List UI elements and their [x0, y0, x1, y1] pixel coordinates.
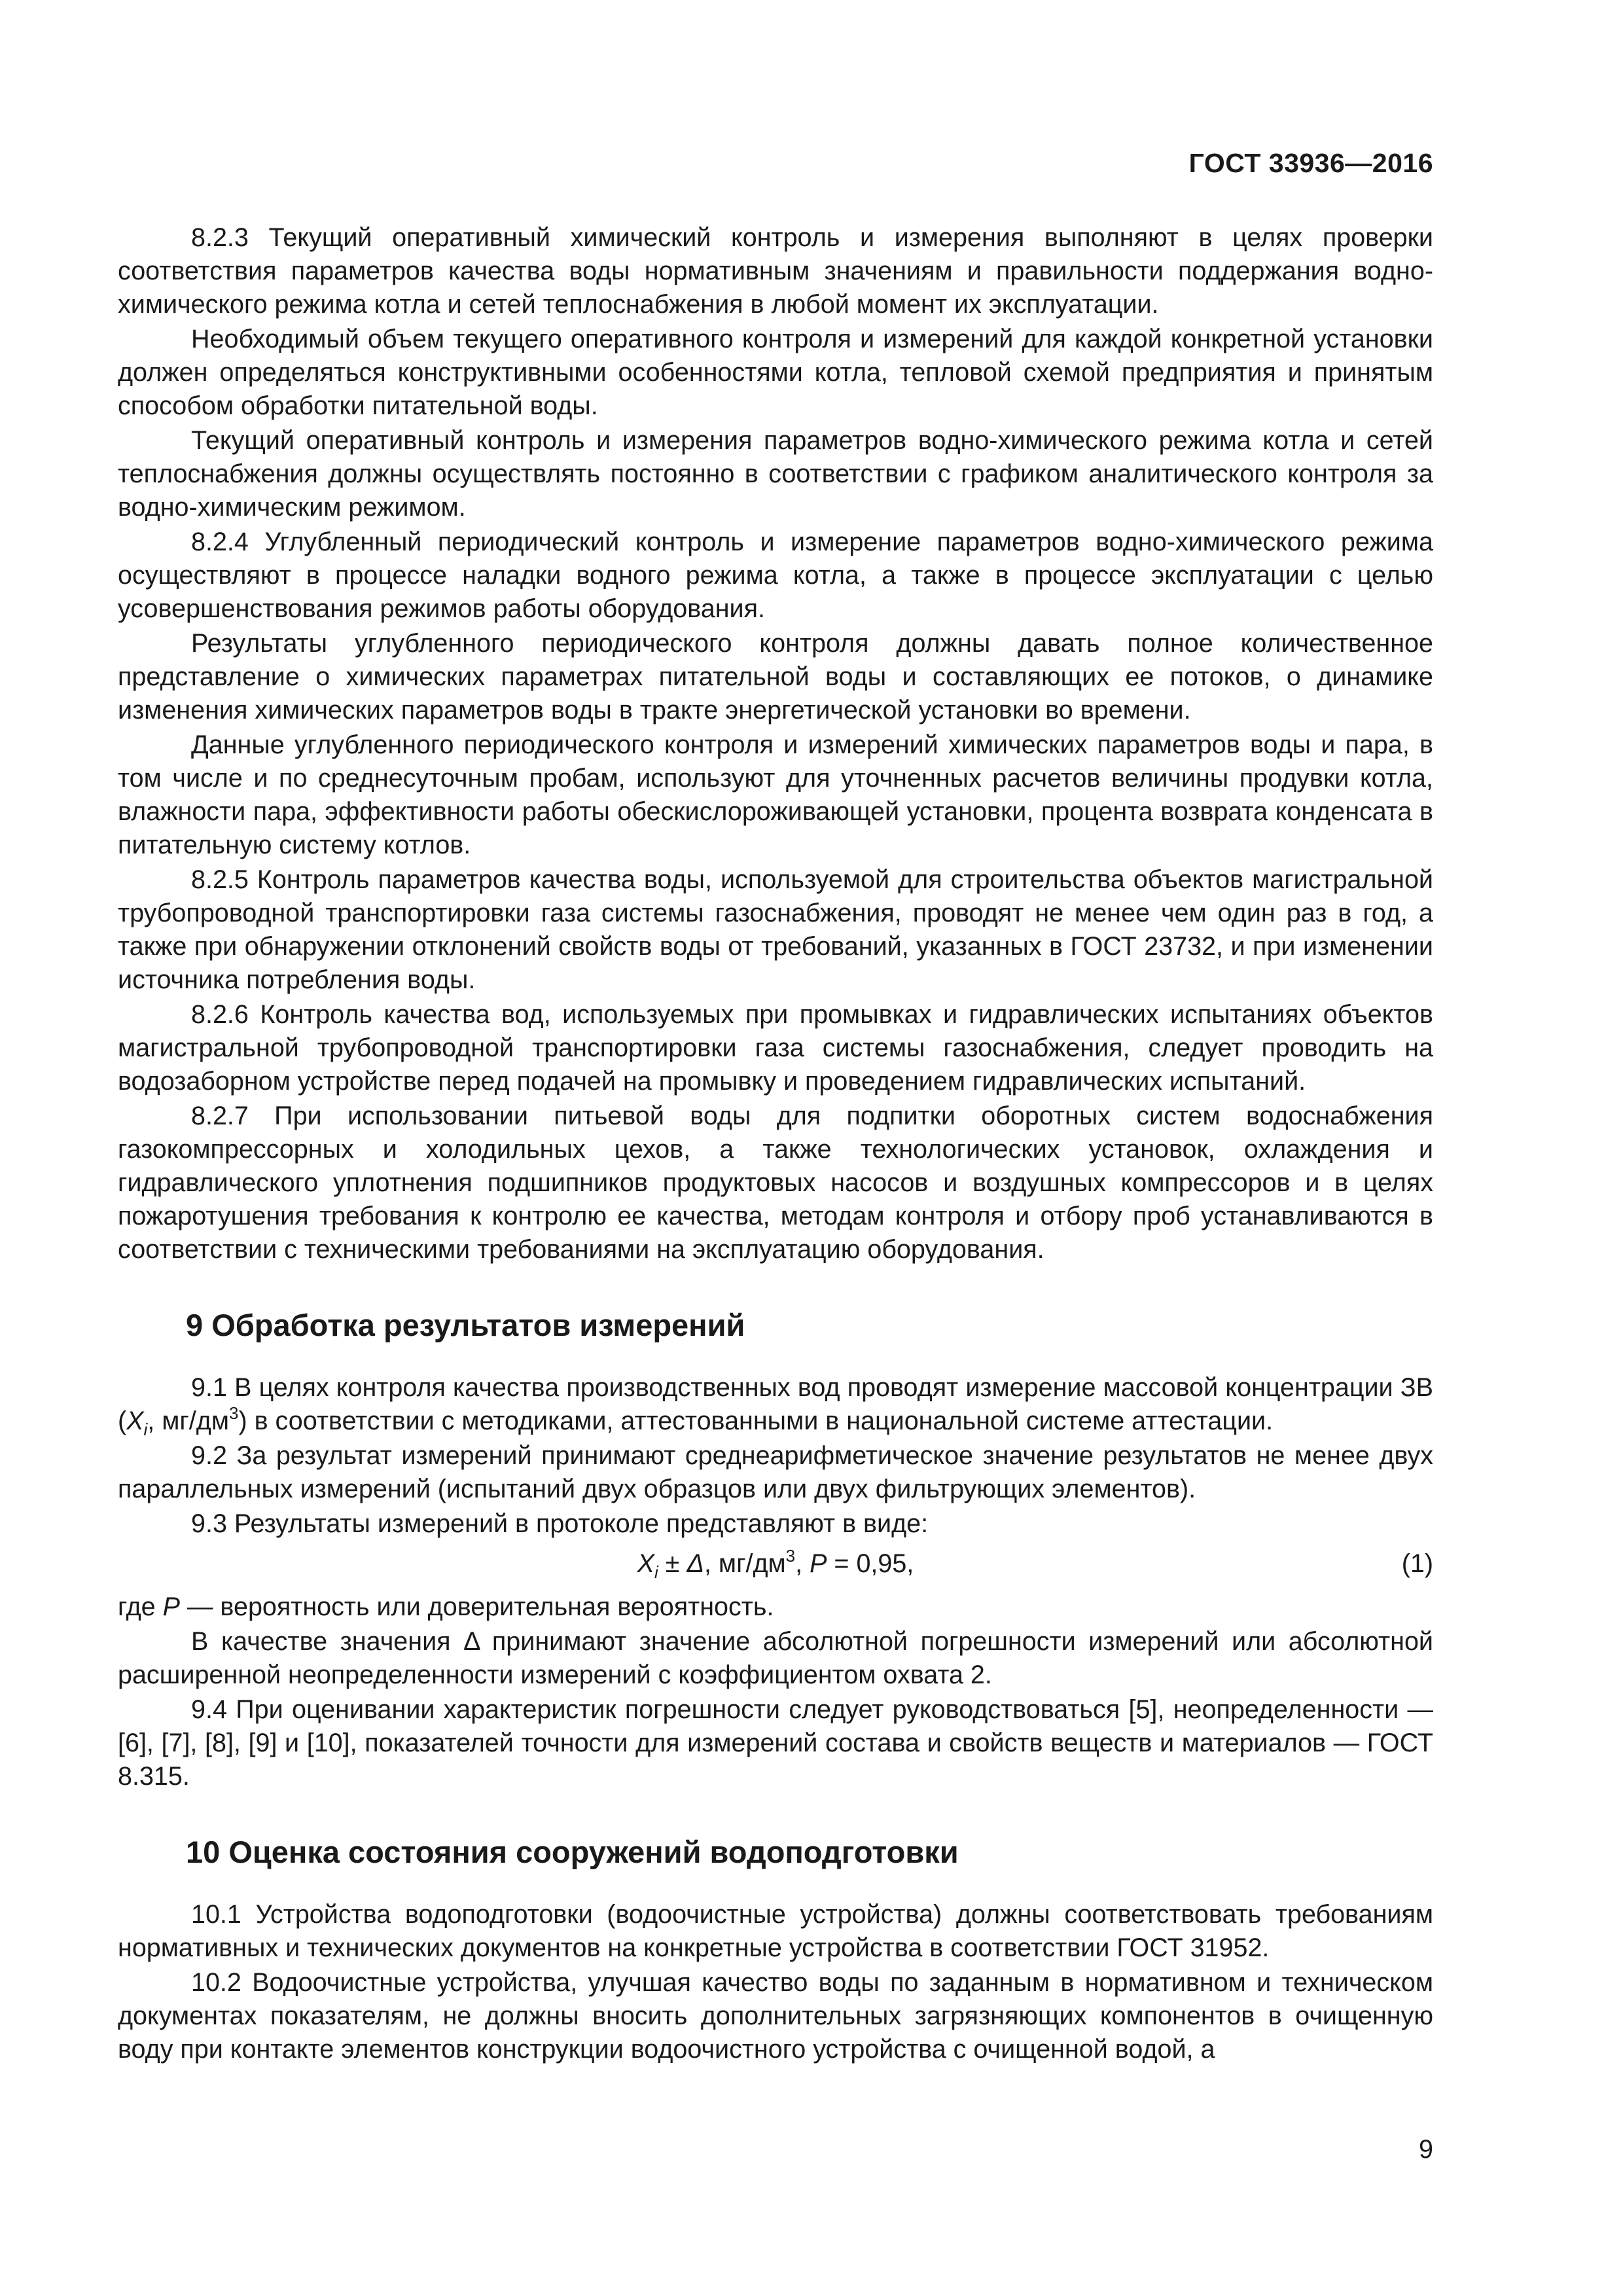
- formula-sub-i: i: [654, 1562, 658, 1582]
- formula-unit-sup: 3: [785, 1545, 796, 1566]
- document-body: [118, 221, 1433, 2068]
- paragraph-8-2-3: 8.2.3 Текущий оперативный химический контроль и измерения выполняют в целях проверки соответствия параметров качества воды нормативным значениям и правильности поддержания водно-химического режима котла и сетей теплоснабжения в любой момент их эксплуатации.: [118, 223, 1433, 319]
- text-fragment: ) в соответствии с методиками, аттестованными в национальной системе аттестации.: [238, 1407, 1274, 1435]
- paragraph-9-1: [118, 1371, 1433, 1438]
- paragraph-8-2-6: 8.2.6 Контроль качества вод, используемых при промывках и гидравлических испытаниях объектов магистральной трубопроводной транспортировки газа системы газоснабжения, следует проводить на водозаборном устройстве перед подачей на промывку и проведением гидравлических испытаний.: [118, 1000, 1433, 1096]
- text-fragment: где: [118, 1592, 163, 1621]
- formula-sep: ,: [795, 1549, 810, 1578]
- text-fragment: — вероятность или доверительная вероятность.: [179, 1592, 774, 1621]
- paragraph: Данные углубленного периодического контроля и измерений химических параметров воды и пара, в том числе и по среднесуточным пробам, используют для уточненных расчетов величины продувки котла, влажности пара, эффективности работы обескислороживающей установки, процента возврата конденсата в питательную систему котлов.: [118, 730, 1433, 859]
- paragraph: Необходимый объем текущего оперативного контроля и измерений для каждой конкретной установки должен определяться конструктивными особенностями котла, тепловой схемой предприятия и принятым способом обработки питательной воды.: [118, 325, 1433, 420]
- formula-unit: , мг/дм: [704, 1549, 786, 1578]
- paragraph-9-2: 9.2 За результат измерений принимают среднеарифметическое значение результатов не менее двух параллельных измерений (испытаний двух образцов или двух фильтрующих элементов).: [118, 1441, 1433, 1503]
- paragraph-9-4: 9.4 При оценивании характеристик погрешности следует руководствоваться [5], неопределенности — [6], [7], [8], [9] и [10], показателей точности для измерений состава и свойств веществ и материалов — ГОСТ 8.315.: [118, 1695, 1433, 1791]
- section-10-heading: 10 Оценка состояния сооружений водоподготовки: [186, 1835, 959, 1869]
- section-9-heading: 9 Обработка результатов измерений: [186, 1308, 745, 1342]
- text-fragment: , мг/дм: [147, 1407, 229, 1435]
- paragraph-10-1: 10.1 Устройства водоподготовки (водоочистные устройства) должны соответствовать требованиям нормативных и технических документов на конкретные устройства в соответствии ГОСТ 31952.: [118, 1900, 1433, 1962]
- paragraph: Текущий оперативный контроль и измерения параметров водно-химического режима котла и сетей теплоснабжения должны осуществлять постоянно в соответствии с графиком аналитического контроля за водно-химическим режимом.: [118, 426, 1433, 522]
- subscript-i: i: [143, 1419, 148, 1439]
- paragraph-8-2-5: 8.2.5 Контроль параметров качества воды, используемой для строительства объектов магистральной трубопроводной транспортировки газа системы газоснабжения, проводят не менее чем один раз в год, а также при обнаружении отклонений свойств воды от требований, указанных в ГОСТ 23732, и при изменении источника потребления воды.: [118, 865, 1433, 994]
- formula-delta: Δ: [687, 1549, 704, 1578]
- document-header: ГОСТ 33936—2016: [1188, 148, 1433, 178]
- document-page: [118, 0, 1433, 2296]
- formula-expression: [118, 1547, 1433, 1581]
- paragraph-8-2-7: 8.2.7 При использовании питьевой воды для подпитки оборотных систем водоснабжения газокомпрессорных и холодильных цехов, а также технологических установок, охлаждения и гидравлического уплотнения подшипников продуктовых насосов и воздушных компрессоров и в целях пожаротушения требования к контролю ее качества, методам контроля и отбору проб устанавливаются в соответствии с техническими требованиями на эксплуатацию оборудования.: [118, 1102, 1433, 1264]
- formula-var-x: X: [637, 1549, 655, 1578]
- formula-number: (1): [1401, 1549, 1433, 1578]
- paragraph: В качестве значения Δ принимают значение абсолютной погрешности измерений или абсолютной расширенной неопределенности измерений с коэффициентом охвата 2.: [118, 1627, 1433, 1689]
- formula-1: [118, 1547, 1433, 1584]
- formula-var-p: P: [810, 1549, 827, 1578]
- paragraph-9-3: 9.3 Результаты измерений в протоколе представляют в виде:: [191, 1509, 929, 1538]
- paragraph-10-2: 10.2 Водоочистные устройства, улучшая качество воды по заданным в нормативном и техническом документах показателям, не должны вносить дополнительных загрязняющих компонентов в очищенную воду при контакте элементов конструкции водоочистного устройства с очищенной водой, а: [118, 1968, 1433, 2064]
- variable-p: P: [162, 1592, 180, 1621]
- paragraph: Результаты углубленного периодического контроля должны давать полное количественное представление о химических параметрах питательной воды и составляющих ее потоков, о динамике изменения химических параметров воды в тракте энергетической установки во времени.: [118, 629, 1433, 725]
- paragraph-8-2-4: 8.2.4 Углубленный периодический контроль и измерение параметров водно-химического режима осуществляют в процессе наладки водного режима котла, а также в процессе эксплуатации с целью усовершенствования режимов работы оборудования.: [118, 528, 1433, 623]
- formula-p-value: = 0,95,: [827, 1549, 914, 1578]
- superscript: 3: [229, 1403, 239, 1423]
- text-fragment: 9.1 В целях контроля качества производственных вод проводят измерение массовой концентрации ЗВ (: [118, 1373, 1433, 1435]
- formula-pm: ±: [658, 1549, 687, 1578]
- page-number: 9: [1419, 2135, 1433, 2164]
- variable-x: X: [126, 1407, 144, 1435]
- formula-explanation: [118, 1590, 1433, 1624]
